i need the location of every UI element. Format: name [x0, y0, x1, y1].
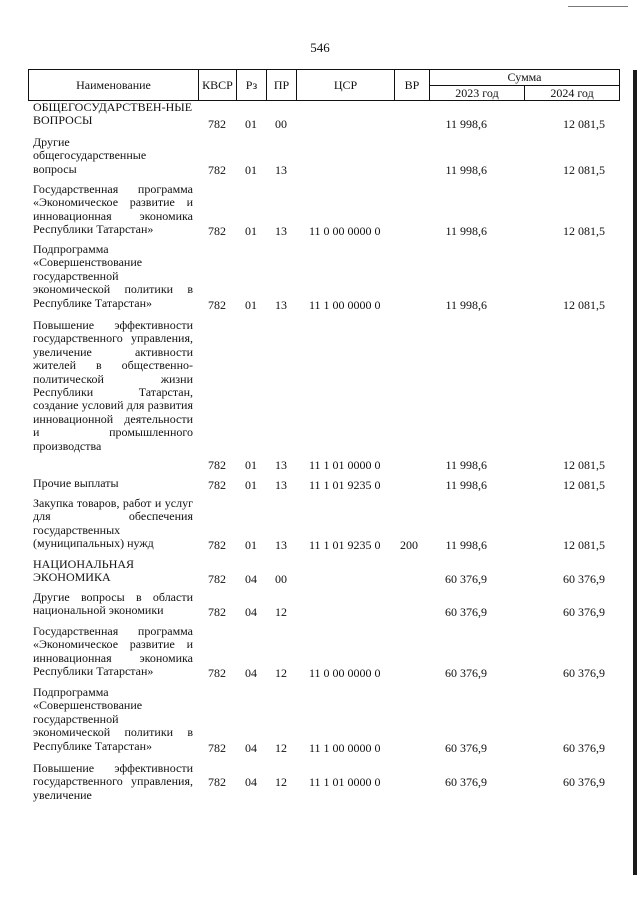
- table-header: [28, 69, 620, 101]
- row-name: Прочие выплаты: [33, 476, 119, 490]
- row-sum-2023: 60 376,9: [445, 740, 487, 755]
- row-pr: 13: [275, 537, 287, 552]
- row-rz: 01: [245, 223, 257, 238]
- row-sum-2024: 12 081,5: [563, 537, 605, 552]
- row-rz: 04: [245, 571, 257, 586]
- row-sum-2024: 12 081,5: [563, 457, 605, 472]
- row-sum-2023: 11 998,6: [445, 116, 487, 131]
- row-kvsr: 782: [208, 477, 226, 492]
- row-pr: 13: [275, 477, 287, 492]
- header-name: Наименование: [29, 70, 199, 101]
- header-vr: ВР: [395, 70, 430, 101]
- row-pr: 13: [275, 297, 287, 312]
- row-name: Государственная программа «Экономическое развитие и инновационная экономика Республики Татарстан»: [33, 624, 193, 679]
- page-number: 546: [310, 40, 330, 55]
- row-kvsr: 782: [208, 223, 226, 238]
- row-sum-2023: 11 998,6: [445, 457, 487, 472]
- row-kvsr: 782: [208, 537, 226, 552]
- row-pr: 13: [275, 223, 287, 238]
- row-sum-2023: 11 998,6: [445, 162, 487, 177]
- row-name: Подпрограмма «Совершенствование государственной экономической политики в Республике Татарстан»: [33, 242, 193, 310]
- table-row: [0, 319, 640, 472]
- row-csr: 11 0 00 0000 0: [309, 665, 381, 680]
- header-pr: ПР: [267, 70, 297, 101]
- table-row: [0, 762, 640, 803]
- table-row: [0, 136, 640, 177]
- row-name: Другие общегосударственные вопросы: [33, 135, 147, 176]
- row-pr: 12: [275, 604, 287, 619]
- row-sum-2024: 60 376,9: [563, 665, 605, 680]
- row-pr: 00: [275, 571, 287, 586]
- row-rz: 04: [245, 604, 257, 619]
- row-rz: 04: [245, 665, 257, 680]
- row-sum-2024: 12 081,5: [563, 477, 605, 492]
- row-rz: 04: [245, 740, 257, 755]
- row-pr: 12: [275, 740, 287, 755]
- row-csr: 11 1 00 0000 0: [309, 297, 381, 312]
- row-pr: 12: [275, 665, 287, 680]
- table-row: [0, 477, 640, 492]
- table-row: [0, 183, 640, 238]
- row-kvsr: 782: [208, 297, 226, 312]
- row-sum-2024: 12 081,5: [563, 162, 605, 177]
- table-row: [0, 625, 640, 680]
- row-csr: 11 0 00 0000 0: [309, 223, 381, 238]
- header-kvsr: КВСР: [199, 70, 237, 101]
- row-name: Повышение эффективности государственного управления, увеличение активности жителей в общественно-политической жизни Республики Татарстан, создание условий для развития инновационной деятельности и промышленного производства: [33, 318, 193, 453]
- row-sum-2024: 60 376,9: [563, 604, 605, 619]
- row-sum-2024: 60 376,9: [563, 740, 605, 755]
- row-kvsr: 782: [208, 116, 226, 131]
- row-rz: 01: [245, 457, 257, 472]
- table-row: [0, 558, 640, 586]
- table-row: [0, 243, 640, 312]
- table-row: [0, 101, 640, 131]
- row-kvsr: 782: [208, 162, 226, 177]
- row-kvsr: 782: [208, 774, 226, 789]
- row-rz: 01: [245, 297, 257, 312]
- row-sum-2023: 11 998,6: [445, 477, 487, 492]
- row-rz: 04: [245, 774, 257, 789]
- row-sum-2024: 60 376,9: [563, 774, 605, 789]
- row-sum-2023: 60 376,9: [445, 571, 487, 586]
- row-sum-2024: 12 081,5: [563, 116, 605, 131]
- header-rz: Рз: [237, 70, 267, 101]
- row-pr: 13: [275, 162, 287, 177]
- row-name: Другие вопросы в области национальной экономики: [33, 590, 193, 618]
- row-kvsr: 782: [208, 665, 226, 680]
- row-rz: 01: [245, 477, 257, 492]
- row-name: Государственная программа «Экономическое развитие и инновационная экономика Республики Татарстан»: [33, 182, 193, 237]
- row-name: Подпрограмма «Совершенствование государственной экономической политики в Республике Татарстан»: [33, 685, 193, 753]
- row-csr: 11 1 01 9235 0: [309, 537, 381, 552]
- table-row: [0, 497, 640, 552]
- row-pr: 13: [275, 457, 287, 472]
- row-sum-2024: 12 081,5: [563, 297, 605, 312]
- row-csr: 11 1 00 0000 0: [309, 740, 381, 755]
- scan-artifact-line: [568, 6, 628, 7]
- row-name: Повышение эффективности государственного управления, увеличение: [33, 761, 193, 802]
- header-2024: 2024 год: [525, 86, 620, 101]
- row-rz: 01: [245, 116, 257, 131]
- table-body: [0, 101, 640, 891]
- row-kvsr: 782: [208, 604, 226, 619]
- row-name: ОБЩЕГОСУДАРСТВЕН-НЫЕ ВОПРОСЫ: [33, 100, 193, 128]
- row-sum-2024: 12 081,5: [563, 223, 605, 238]
- row-kvsr: 782: [208, 740, 226, 755]
- row-name: Закупка товаров, работ и услуг для обеспечения государственных (муниципальных) нужд: [33, 496, 193, 551]
- row-sum-2023: 11 998,6: [445, 537, 487, 552]
- row-kvsr: 782: [208, 457, 226, 472]
- header-sum: Сумма: [430, 70, 620, 86]
- table-row: [0, 591, 640, 619]
- row-sum-2023: 60 376,9: [445, 604, 487, 619]
- row-pr: 12: [275, 774, 287, 789]
- row-csr: 11 1 01 0000 0: [309, 457, 381, 472]
- row-sum-2024: 60 376,9: [563, 571, 605, 586]
- row-csr: 11 1 01 9235 0: [309, 477, 381, 492]
- row-sum-2023: 11 998,6: [445, 297, 487, 312]
- row-kvsr: 782: [208, 571, 226, 586]
- header-csr: ЦСР: [297, 70, 395, 101]
- table-row: [0, 686, 640, 755]
- row-rz: 01: [245, 162, 257, 177]
- row-name: НАЦИОНАЛЬНАЯ ЭКОНОМИКА: [33, 557, 135, 585]
- row-pr: 00: [275, 116, 287, 131]
- row-sum-2023: 11 998,6: [445, 223, 487, 238]
- row-sum-2023: 60 376,9: [445, 665, 487, 680]
- row-rz: 01: [245, 537, 257, 552]
- header-2023: 2023 год: [430, 86, 525, 101]
- row-csr: 11 1 01 0000 0: [309, 774, 381, 789]
- row-vr: 200: [400, 537, 418, 552]
- row-sum-2023: 60 376,9: [445, 774, 487, 789]
